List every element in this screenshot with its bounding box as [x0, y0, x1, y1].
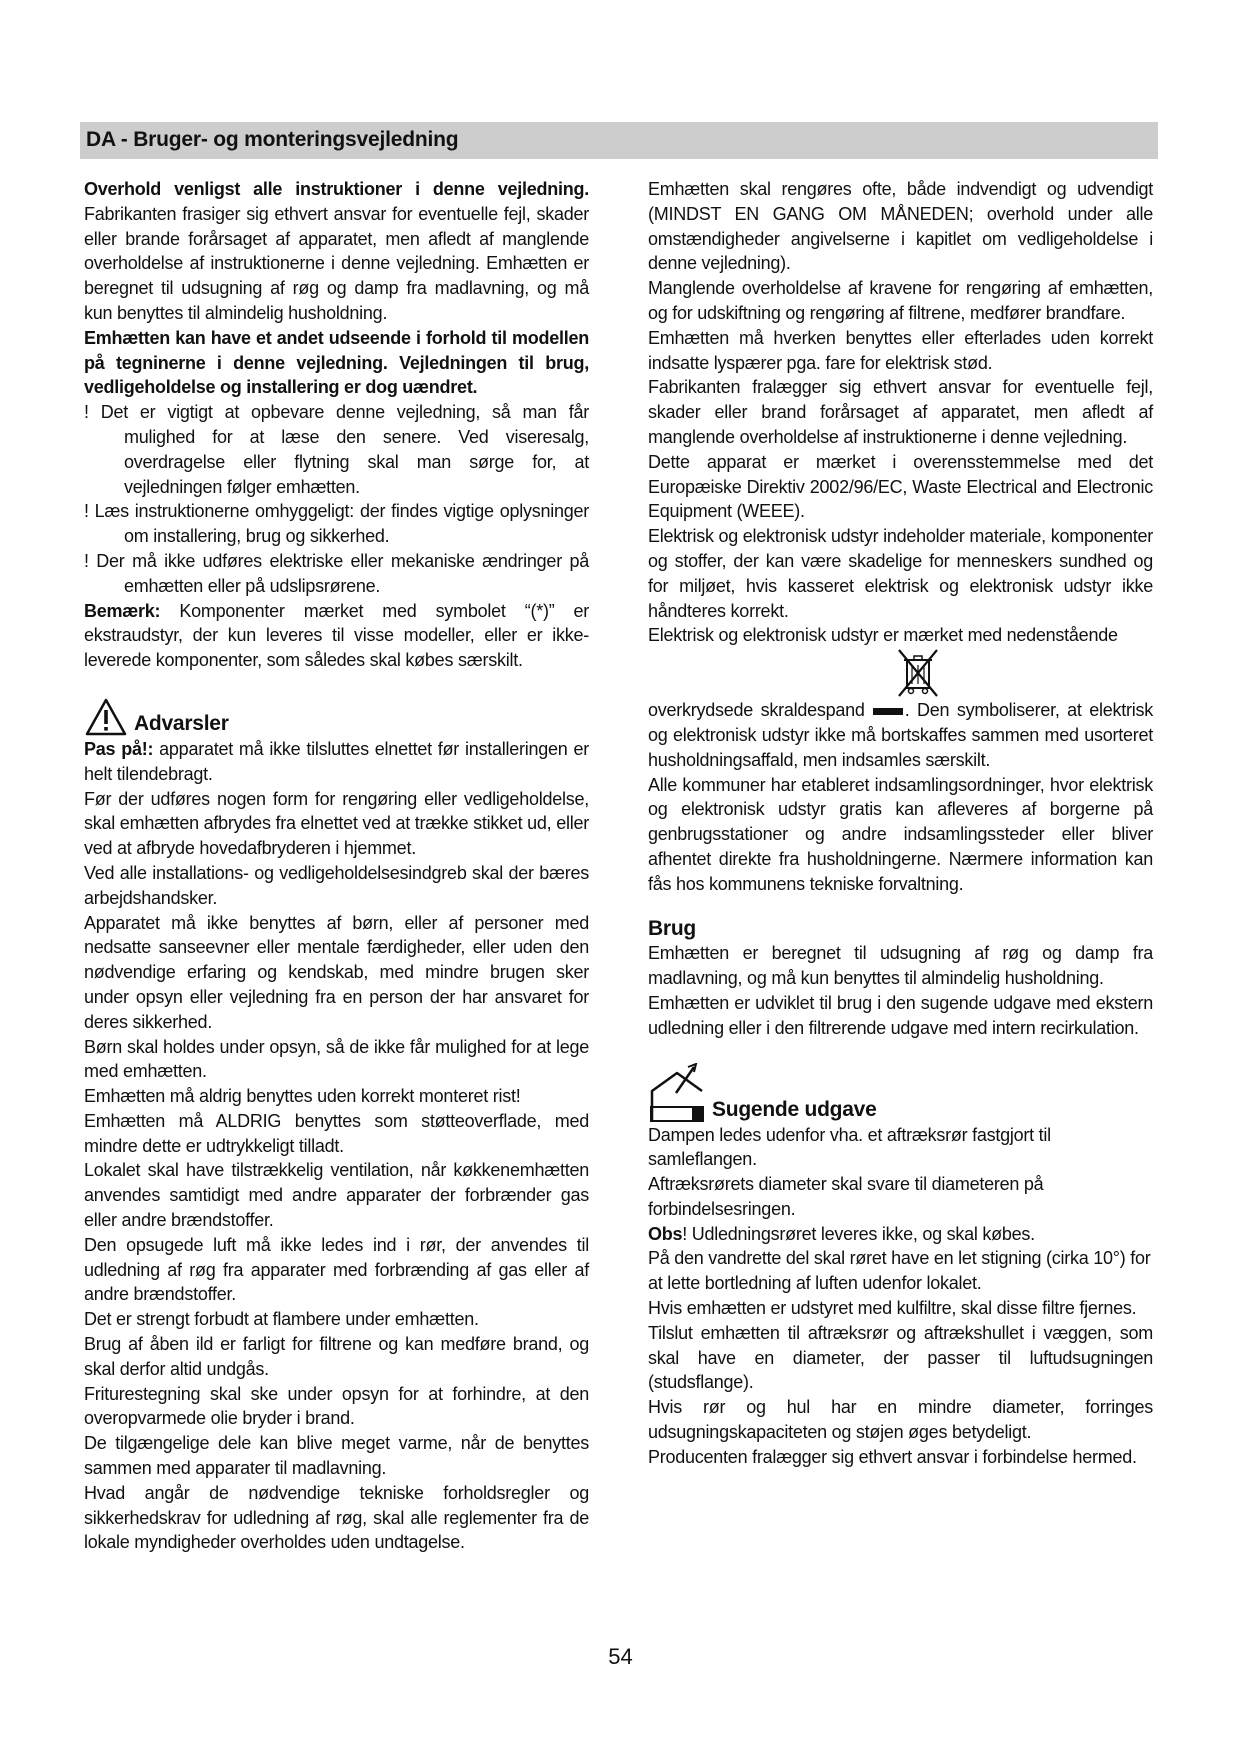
extraction-paragraph: På den vandrette del skal røret have en let stigning (cirka 10°) for at lette bortledning af luften udenfor lokalet. [648, 1248, 1151, 1294]
weee-paragraph: Dette apparat er mærket i overensstemmelse med det Europæiske Direktiv 2002/96/EC, Waste Electrical and Electronic Equipment (WEEE). [648, 451, 1153, 522]
warning-triangle-icon [84, 697, 128, 737]
warning-paragraph: De tilgængelige dele kan blive meget varme, når de benyttes sammen med apparater til madlavning. [84, 1433, 589, 1479]
page-number: 54 [608, 1644, 633, 1669]
warning-paragraph [84, 737, 589, 787]
extraction-paragraph: Producenten fralægger sig ethvert ansvar i forbindelse hermed. [648, 1446, 1137, 1467]
maintenance-paragraph: Emhætten skal rengøres ofte, både indvendigt og udvendigt (MINDST EN GANG OM MÅNEDEN; overhold under alle omstændigheder angivelserne i kapitlet om vedligeholdelse i denne vejledning). [648, 179, 1153, 274]
maintenance-paragraph: Fabrikanten fralægger sig ethvert ansvar for eventuelle fejl, skader eller brand forårsaget af apparatet, men afledt af manglende overholdelse af instruktionerne i denne vejledning. [648, 377, 1153, 447]
warning-paragraph: Børn skal holdes under opsyn, så de ikke får mulighed for at lege med emhætten. [84, 1036, 589, 1082]
warning-paragraph: Emhætten må ALDRIG benyttes som støtteoverflade, med mindre dette er udtrykkeligt tilladt. [84, 1110, 589, 1156]
extraction-paragraph: Dampen ledes udenfor vha. et aftræksrør fastgjort til samleflangen. [648, 1124, 1051, 1170]
appearance-note: Emhætten kan have et andet udseende i forhold til modellen på tegninerne i denne vejledning. Vejledningen til brug, vedligeholdelse og installering er dog uændret. [84, 327, 589, 398]
warnings-heading [84, 693, 589, 737]
intro-text: Fabrikanten frasiger sig ethvert ansvar for eventuelle fejl, skader eller brande forårsaget af apparatet, men afledt af manglende overholdelse af instruktionerne i denne vejledning. Emhætten er beregnet til udsugning af røg og damp fra madlavning, og må kun benyttes til almindelig husholdning. [84, 203, 589, 323]
note-paragraph [84, 599, 589, 673]
intro-bold: Overhold venligst alle instruktioner i denne vejledning. [84, 179, 589, 199]
obs-text: ! Udledningsrøret leveres ikke, og skal købes. [682, 1223, 1035, 1244]
warning-paragraph: Lokalet skal have tilstrækkelig ventilation, når køkkenemhætten anvendes samtidigt med andre apparater der forbrænder gas eller andre brændstoffer. [84, 1160, 589, 1231]
weee-symbol-text: . Den symboliserer, at elektrisk og elektronisk udstyr ikke må bortskaffes sammen med usorteret husholdningsaffald, men indsamles særskilt. [648, 700, 1153, 770]
usage-paragraph: Emhætten er udviklet til brug i den sugende udgave med ekstern udledning eller i den filtrerende udgave med intern recirkulation. [648, 992, 1153, 1038]
header-bar [80, 122, 1158, 159]
warning-caution-text: apparatet må ikke tilsluttes elnettet før installeringen er helt tilendebragt. [84, 738, 589, 784]
right-column [648, 177, 1153, 1470]
note-label: Bemærk: [84, 600, 161, 621]
weee-symbol-paragraph [648, 698, 1153, 772]
warning-caution-label: Pas på!: [84, 738, 154, 759]
bullet-no-modifications: ! Der må ikke udføres elektriske eller mekaniske ændringer på emhætten eller på udslipsrørene. [84, 550, 589, 596]
warning-paragraph: Ved alle installations- og vedligeholdelsesindgreb skal der bæres arbejdshandsker. [84, 862, 589, 908]
bullet-keep-manual: ! Det er vigtigt at opbevare denne vejledning, så man får mulighed for at læse den senere. Ved viseresalg, overdragelse eller flytning skal man sørge for, at vejledningen følger emhætten. [84, 402, 589, 497]
intro-paragraph [84, 177, 589, 326]
warning-paragraph: Apparatet må ikke benyttes af børn, eller af personer med nedsatte sanseevner eller mentale færdigheder, eller uden den nødvendige erfaring og kendskab, med mindre brugen sker under opsyn eller vejledning fra en person der har ansvaret for deres sikkerhed. [84, 912, 589, 1032]
warning-paragraph: Det er strengt forbudt at flambere under emhætten. [84, 1309, 479, 1330]
obs-label: Obs [648, 1223, 683, 1244]
weee-paragraph: Elektrisk og elektronisk udstyr er mærket med nedenstående [648, 625, 1118, 646]
extraction-paragraph: Hvis emhætten er udstyret med kulfiltre, skal disse filtre fjernes. [648, 1298, 1137, 1319]
page-title: DA - Bruger- og monteringsvejledning [86, 128, 459, 151]
left-column [84, 177, 589, 1555]
usage-title: Brug [648, 916, 696, 940]
bullet-read-instructions: ! Læs instruktionerne omhyggeligt: der findes vigtige oplysninger om installering, brug og sikkerhed. [84, 501, 589, 547]
warning-paragraph: Friturestegning skal ske under opsyn for at forhindre, at den overopvarmede olie bryder i brand. [84, 1383, 589, 1429]
extraction-paragraph: Hvis rør og hul har en mindre diameter, forringes udsugningskapaciteten og støjen øges betydeligt. [648, 1397, 1153, 1443]
warning-paragraph: Brug af åben ild er farligt for filtrene og kan medføre brand, og skal derfor altid undgås. [84, 1334, 589, 1379]
extraction-paragraph: Aftræksrørets diameter skal svare til diameteren på forbindelsesringen. [648, 1174, 1044, 1219]
warning-paragraph: Før der udføres nogen form for rengøring eller vedligeholdelse, skal emhætten afbrydes fra elnettet ved at trække stikket ud, eller ved at afbryde hovedafbryderen i hjemmet. [84, 788, 589, 859]
extraction-heading [648, 1061, 1153, 1123]
warning-paragraph: Emhætten må aldrig benyttes uden korrekt monteret rist! [84, 1086, 521, 1107]
collection-paragraph: Alle kommuner har etableret indsamlingsordninger, hvor elektrisk og elektronisk udstyr gratis kan afleveres af borgerne på genbrugsstationer og andre indsamlingssteder eller bliver afhentet direkte fra husholdningerne. Nærmere information kan fås hos kommunens tekniske forvaltning. [648, 774, 1153, 894]
maintenance-paragraph: Emhætten må hverken benyttes eller efterlades uden korrekt indsatte lyspærer pga. fare for elektrisk stød. [648, 327, 1153, 373]
note-text: Komponenter mærket med symbolet “(*)” er ekstraudstyr, der kun leveres til visse modeller, eller er ikke-leverede komponenter, som således skal købes særskilt. [84, 600, 589, 671]
maintenance-paragraph: Manglende overholdelse af kravene for rengøring af emhætten, og for udskiftning og rengøring af filtrene, medfører brandfare. [648, 278, 1153, 323]
warning-paragraph: Den opsugede luft må ikke ledes ind i rør, der anvendes til udledning af røg fra apparater med forbrænding af gas eller af andre brændstoffer. [84, 1234, 589, 1305]
warnings-title: Advarsler [134, 712, 229, 736]
weee-symbol-row [648, 648, 1153, 698]
usage-paragraph: Emhætten er beregnet til udsugning af røg og damp fra madlavning, og må kun benyttes til almindelig husholdning. [648, 943, 1153, 989]
extraction-paragraph [648, 1222, 1153, 1247]
weee-paragraph: Elektrisk og elektronisk udstyr indeholder materiale, komponenter og stoffer, der kan være skadelige for menneskers sundhed og for miljøet, hvis kasseret elektrisk og elektronisk udstyr ikke håndteres korrekt. [648, 526, 1154, 621]
extraction-paragraph: Tilslut emhætten til aftræksrør og aftrækshullet i væggen, som skal have en diameter, der passer til luftudsugningen (studsflange). [648, 1322, 1153, 1393]
house-extraction-icon [648, 1063, 706, 1123]
warning-paragraph: Hvad angår de nødvendige tekniske forholdsregler og sikkerhedskrav for udledning af røg, skal alle reglementer fra de lokale myndigheder overholdes uden undtagelse. [84, 1482, 589, 1553]
crossed-bin-icon [895, 648, 941, 698]
weee-bin-text: overkrydsede skraldespand [648, 700, 865, 721]
extraction-title: Sugende udgave [712, 1097, 877, 1121]
black-bar-symbol [873, 708, 903, 715]
